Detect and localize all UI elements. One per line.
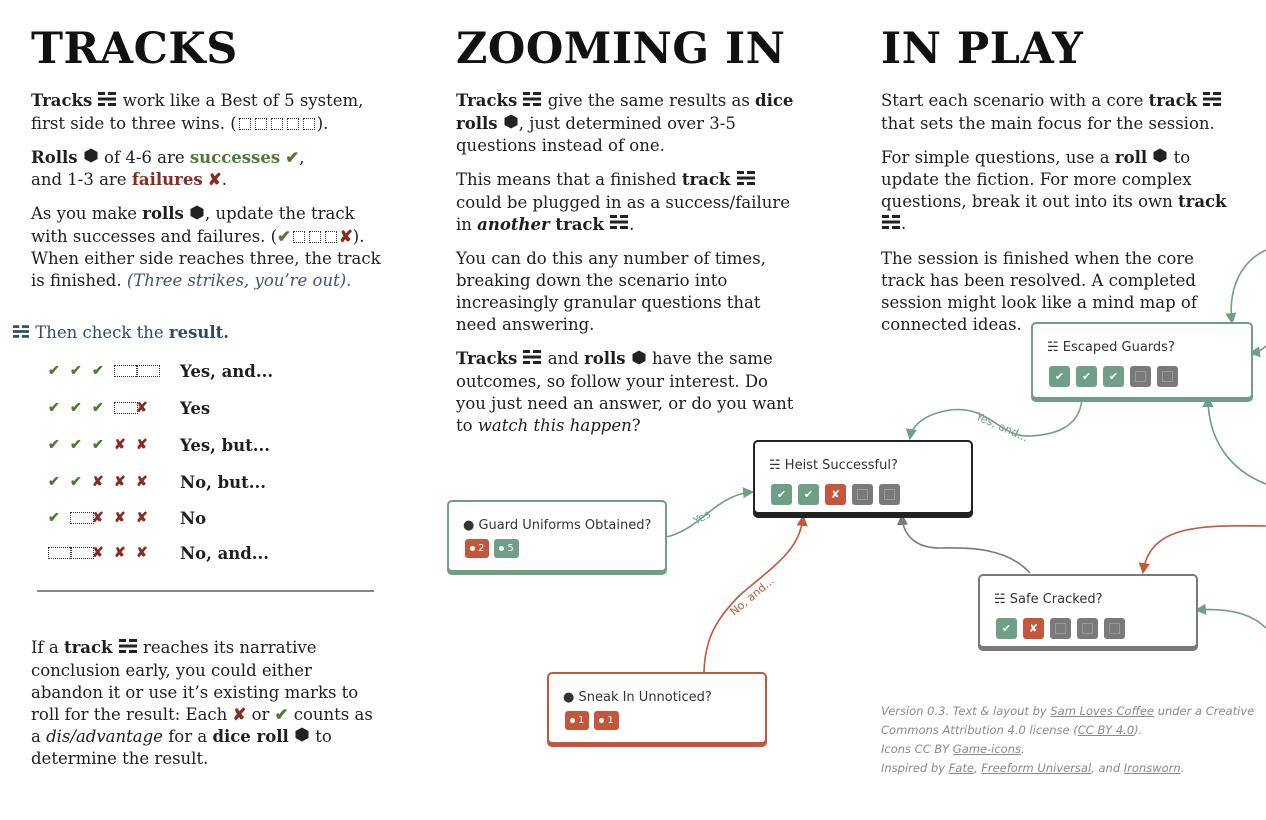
check-icon: ✔ bbox=[48, 474, 60, 490]
cross-icon: ✘ bbox=[114, 545, 126, 561]
cross-icon: ✘ bbox=[207, 170, 222, 189]
die-icon bbox=[1153, 147, 1167, 169]
result-row bbox=[48, 397, 210, 419]
cross-icon: ✘ bbox=[114, 510, 126, 526]
empty-box-icon bbox=[255, 118, 267, 130]
result-row bbox=[48, 542, 269, 564]
edge-safe-to-heist bbox=[902, 516, 1030, 573]
roll-result-pill: 1 bbox=[594, 711, 618, 730]
credits-footer: Version 0.3. Text & layout by Sam Loves Coffee under a Creative Commons Attribution 4.0 license (CC BY 4.0). Icons CC BY Game-icons. Inspired by Fate, Freeform Universal, and Ironsworn. bbox=[881, 704, 1255, 775]
track-icon bbox=[119, 638, 137, 660]
cross-icon: ✘ bbox=[114, 437, 126, 453]
cross-icon: ✘ bbox=[92, 510, 104, 526]
roll-pills bbox=[565, 711, 619, 730]
empty-box-icon bbox=[48, 545, 70, 561]
track-icon bbox=[523, 91, 541, 113]
result-heading: Then check the result. bbox=[12, 323, 229, 343]
empty-mark bbox=[1157, 366, 1178, 387]
die-icon bbox=[504, 113, 518, 135]
zooming-body bbox=[456, 90, 801, 449]
link-sam-loves-coffee[interactable]: Sam Loves Coffee bbox=[1050, 704, 1155, 718]
node-safe-cracked: ☵ Safe Cracked? ✔ ✘ bbox=[978, 574, 1198, 648]
result-label: Yes bbox=[180, 398, 211, 418]
result-label: Yes, and... bbox=[180, 361, 274, 381]
success-mark: ✔ bbox=[771, 484, 792, 505]
edge-label-yes-and: Yes, and... bbox=[973, 409, 1031, 445]
check-icon: ✔ bbox=[92, 363, 104, 379]
roll-result-pill: 2 bbox=[465, 539, 489, 558]
cross-icon: ✘ bbox=[136, 474, 148, 490]
tracks-heading: TRACKS bbox=[31, 24, 238, 74]
empty-box-icon bbox=[70, 510, 92, 526]
roll-result-pill: 1 bbox=[565, 711, 589, 730]
die-icon: ● bbox=[463, 518, 475, 533]
node-guard-uniforms: ● Guard Uniforms Obtained? 2 5 bbox=[447, 500, 667, 572]
empty-box-icon bbox=[309, 231, 321, 243]
check-icon: ✔ bbox=[70, 400, 82, 416]
zooming-paragraph-2: This means that a finished track could be plugged in as a success/failure in another track . bbox=[456, 169, 801, 236]
cross-icon: ✘ bbox=[136, 510, 148, 526]
check-icon: ✔ bbox=[92, 437, 104, 453]
node-heist-successful: ☵ Heist Successful? ✔ ✔ ✘ bbox=[753, 440, 973, 514]
divider bbox=[37, 590, 374, 592]
zooming-paragraph-4: Tracks and rolls have the same outcomes, so follow your interest. Do you just need an answer, or do you want to watch this happen? bbox=[456, 349, 794, 435]
link-game-icons[interactable]: Game-icons bbox=[952, 742, 1022, 756]
die-icon bbox=[84, 147, 98, 169]
check-icon: ✔ bbox=[70, 437, 82, 453]
check-icon: ✔ bbox=[277, 226, 291, 246]
empty-box-icon bbox=[271, 118, 283, 130]
check-icon: ✔ bbox=[285, 147, 300, 167]
cross-icon: ✘ bbox=[136, 400, 148, 416]
check-icon: ✔ bbox=[70, 474, 82, 490]
empty-box-icon bbox=[70, 545, 92, 561]
result-label: Yes, but... bbox=[180, 435, 271, 455]
result-marks bbox=[48, 400, 180, 416]
cross-icon: ✘ bbox=[114, 474, 126, 490]
track-icon: ☵ bbox=[1047, 340, 1059, 355]
empty-box-icon bbox=[287, 118, 299, 130]
empty-mark bbox=[1050, 618, 1071, 639]
result-marks bbox=[48, 510, 180, 526]
empty-mark bbox=[879, 484, 900, 505]
cross-icon: ✘ bbox=[92, 474, 104, 490]
track-icon bbox=[882, 214, 900, 236]
success-mark: ✔ bbox=[1049, 366, 1070, 387]
result-marks bbox=[48, 437, 180, 453]
die-icon bbox=[632, 349, 646, 371]
success-mark: ✔ bbox=[1103, 366, 1124, 387]
track-marks bbox=[771, 484, 900, 505]
check-icon: ✔ bbox=[48, 437, 60, 453]
track-icon bbox=[98, 91, 116, 113]
check-icon: ✔ bbox=[274, 704, 289, 724]
result-row bbox=[48, 471, 266, 493]
failure-mark: ✘ bbox=[1023, 618, 1044, 639]
empty-mark bbox=[1130, 366, 1151, 387]
result-row bbox=[48, 434, 270, 456]
node-escaped-guards: ☵ Escaped Guards? ✔ ✔ ✔ bbox=[1031, 322, 1253, 399]
inplay-paragraph-2: For simple questions, use a roll to update the fiction. For more complex questions, break it out into its own track . bbox=[881, 147, 1236, 236]
term-rolls: Rolls bbox=[31, 147, 78, 167]
die-icon: ● bbox=[563, 690, 575, 705]
edge-offpage-to-safe-top bbox=[1143, 526, 1266, 572]
edge-label-no-and: No, and... bbox=[727, 574, 777, 619]
edge-label-yes: Yes bbox=[691, 507, 713, 528]
empty-box-icon bbox=[114, 363, 136, 379]
roll-result-pill: 5 bbox=[494, 539, 518, 558]
result-label: No, and... bbox=[180, 543, 270, 563]
track-icon bbox=[523, 349, 541, 371]
zooming-paragraph-1: Tracks give the same results as dice rolls , just determined over 3-5 questions instead of one. bbox=[456, 91, 794, 155]
empty-box-icon bbox=[114, 400, 136, 416]
link-freeform-universal[interactable]: Freeform Universal bbox=[981, 761, 1092, 775]
link-ironsworn[interactable]: Ironsworn bbox=[1123, 761, 1181, 775]
check-icon: ✔ bbox=[48, 363, 60, 379]
roll-pills bbox=[465, 539, 519, 558]
term-tracks: Tracks bbox=[31, 91, 93, 110]
zooming-paragraph-3: You can do this any number of times, breaking down the scenario into increasingly granular questions that need answering. bbox=[456, 249, 766, 334]
tracks-paragraph-2: Rolls of 4-6 are successes ✔, and 1-3 are failures ✘. bbox=[31, 147, 305, 189]
tracks-body bbox=[31, 90, 383, 304]
die-icon bbox=[295, 726, 309, 748]
track-icon bbox=[1203, 91, 1221, 113]
die-icon bbox=[190, 204, 204, 226]
inplay-paragraph-3: The session is finished when the core track has been resolved. A completed session might look like a mind map of connected ideas. bbox=[881, 248, 1197, 334]
edge-escaped-to-heist bbox=[910, 398, 1082, 438]
empty-box-icon bbox=[303, 118, 315, 130]
zooming-heading: ZOOMING IN bbox=[456, 24, 786, 74]
edge-offpage-to-escaped-right bbox=[1251, 346, 1266, 353]
empty-box-icon bbox=[293, 231, 305, 243]
success-mark: ✔ bbox=[996, 618, 1017, 639]
cross-icon: ✘ bbox=[136, 437, 148, 453]
result-marks bbox=[48, 545, 180, 561]
track-marks bbox=[996, 618, 1125, 639]
track-icon: ☵ bbox=[994, 592, 1006, 607]
cross-icon: ✘ bbox=[136, 545, 148, 561]
empty-box-icon bbox=[136, 363, 158, 379]
tracks-paragraph-1: Tracks work like a Best of 5 system, first side to three wins. ( ). bbox=[31, 91, 364, 133]
check-icon: ✔ bbox=[92, 400, 104, 416]
success-mark: ✔ bbox=[1076, 366, 1097, 387]
link-fate[interactable]: Fate bbox=[948, 761, 974, 775]
track-icon bbox=[610, 214, 628, 236]
check-icon: ✔ bbox=[48, 510, 60, 526]
early-conclusion-paragraph: If a track reaches its narrative conclusion early, you could either abandon it or use it’s existing marks to roll for the result: Each ✘ or ✔ counts as a dis/advantage for a dice roll to determine the result. bbox=[31, 638, 373, 768]
empty-box-icon bbox=[239, 118, 251, 130]
track-marks bbox=[1049, 366, 1178, 387]
check-icon: ✔ bbox=[48, 400, 60, 416]
edge-offpage-to-safe-right bbox=[1197, 610, 1266, 628]
cross-icon: ✘ bbox=[92, 545, 104, 561]
empty-mark bbox=[852, 484, 873, 505]
edge-offpage-to-escaped-top bbox=[1231, 250, 1266, 322]
result-marks bbox=[48, 474, 180, 490]
inplay-paragraph-1: Start each scenario with a core track that sets the main focus for the session. bbox=[881, 90, 1236, 135]
edge-offpage-from-escaped bbox=[1208, 398, 1266, 484]
track-icon bbox=[13, 324, 29, 343]
result-label: No, but... bbox=[180, 472, 266, 492]
track-icon bbox=[737, 170, 755, 192]
track-icon: ☵ bbox=[769, 458, 781, 473]
edge-uniforms-to-heist bbox=[666, 492, 752, 537]
result-row bbox=[48, 507, 206, 529]
result-label: No bbox=[180, 508, 207, 528]
inplay-body bbox=[881, 90, 1236, 348]
success-mark: ✔ bbox=[798, 484, 819, 505]
empty-mark bbox=[1077, 618, 1098, 639]
node-sneak-in: ● Sneak In Unnoticed? 1 1 bbox=[547, 672, 767, 744]
link-cc-by[interactable]: CC BY 4.0 bbox=[1077, 723, 1135, 737]
check-icon: ✔ bbox=[70, 363, 82, 379]
inplay-heading: IN PLAY bbox=[881, 24, 1084, 74]
empty-box-icon bbox=[325, 231, 337, 243]
tracks-paragraph-3: As you make rolls , update the track with successes and failures. (✔ ✘). When either side reaches three, the track is finished. (Three strikes, you’re out). bbox=[31, 204, 381, 290]
failure-mark: ✘ bbox=[825, 484, 846, 505]
cross-icon: ✘ bbox=[338, 226, 353, 246]
result-row bbox=[48, 360, 273, 382]
result-marks bbox=[48, 363, 180, 379]
cross-icon: ✘ bbox=[232, 704, 247, 724]
empty-mark bbox=[1104, 618, 1125, 639]
edge-sneak-to-heist bbox=[704, 517, 803, 672]
